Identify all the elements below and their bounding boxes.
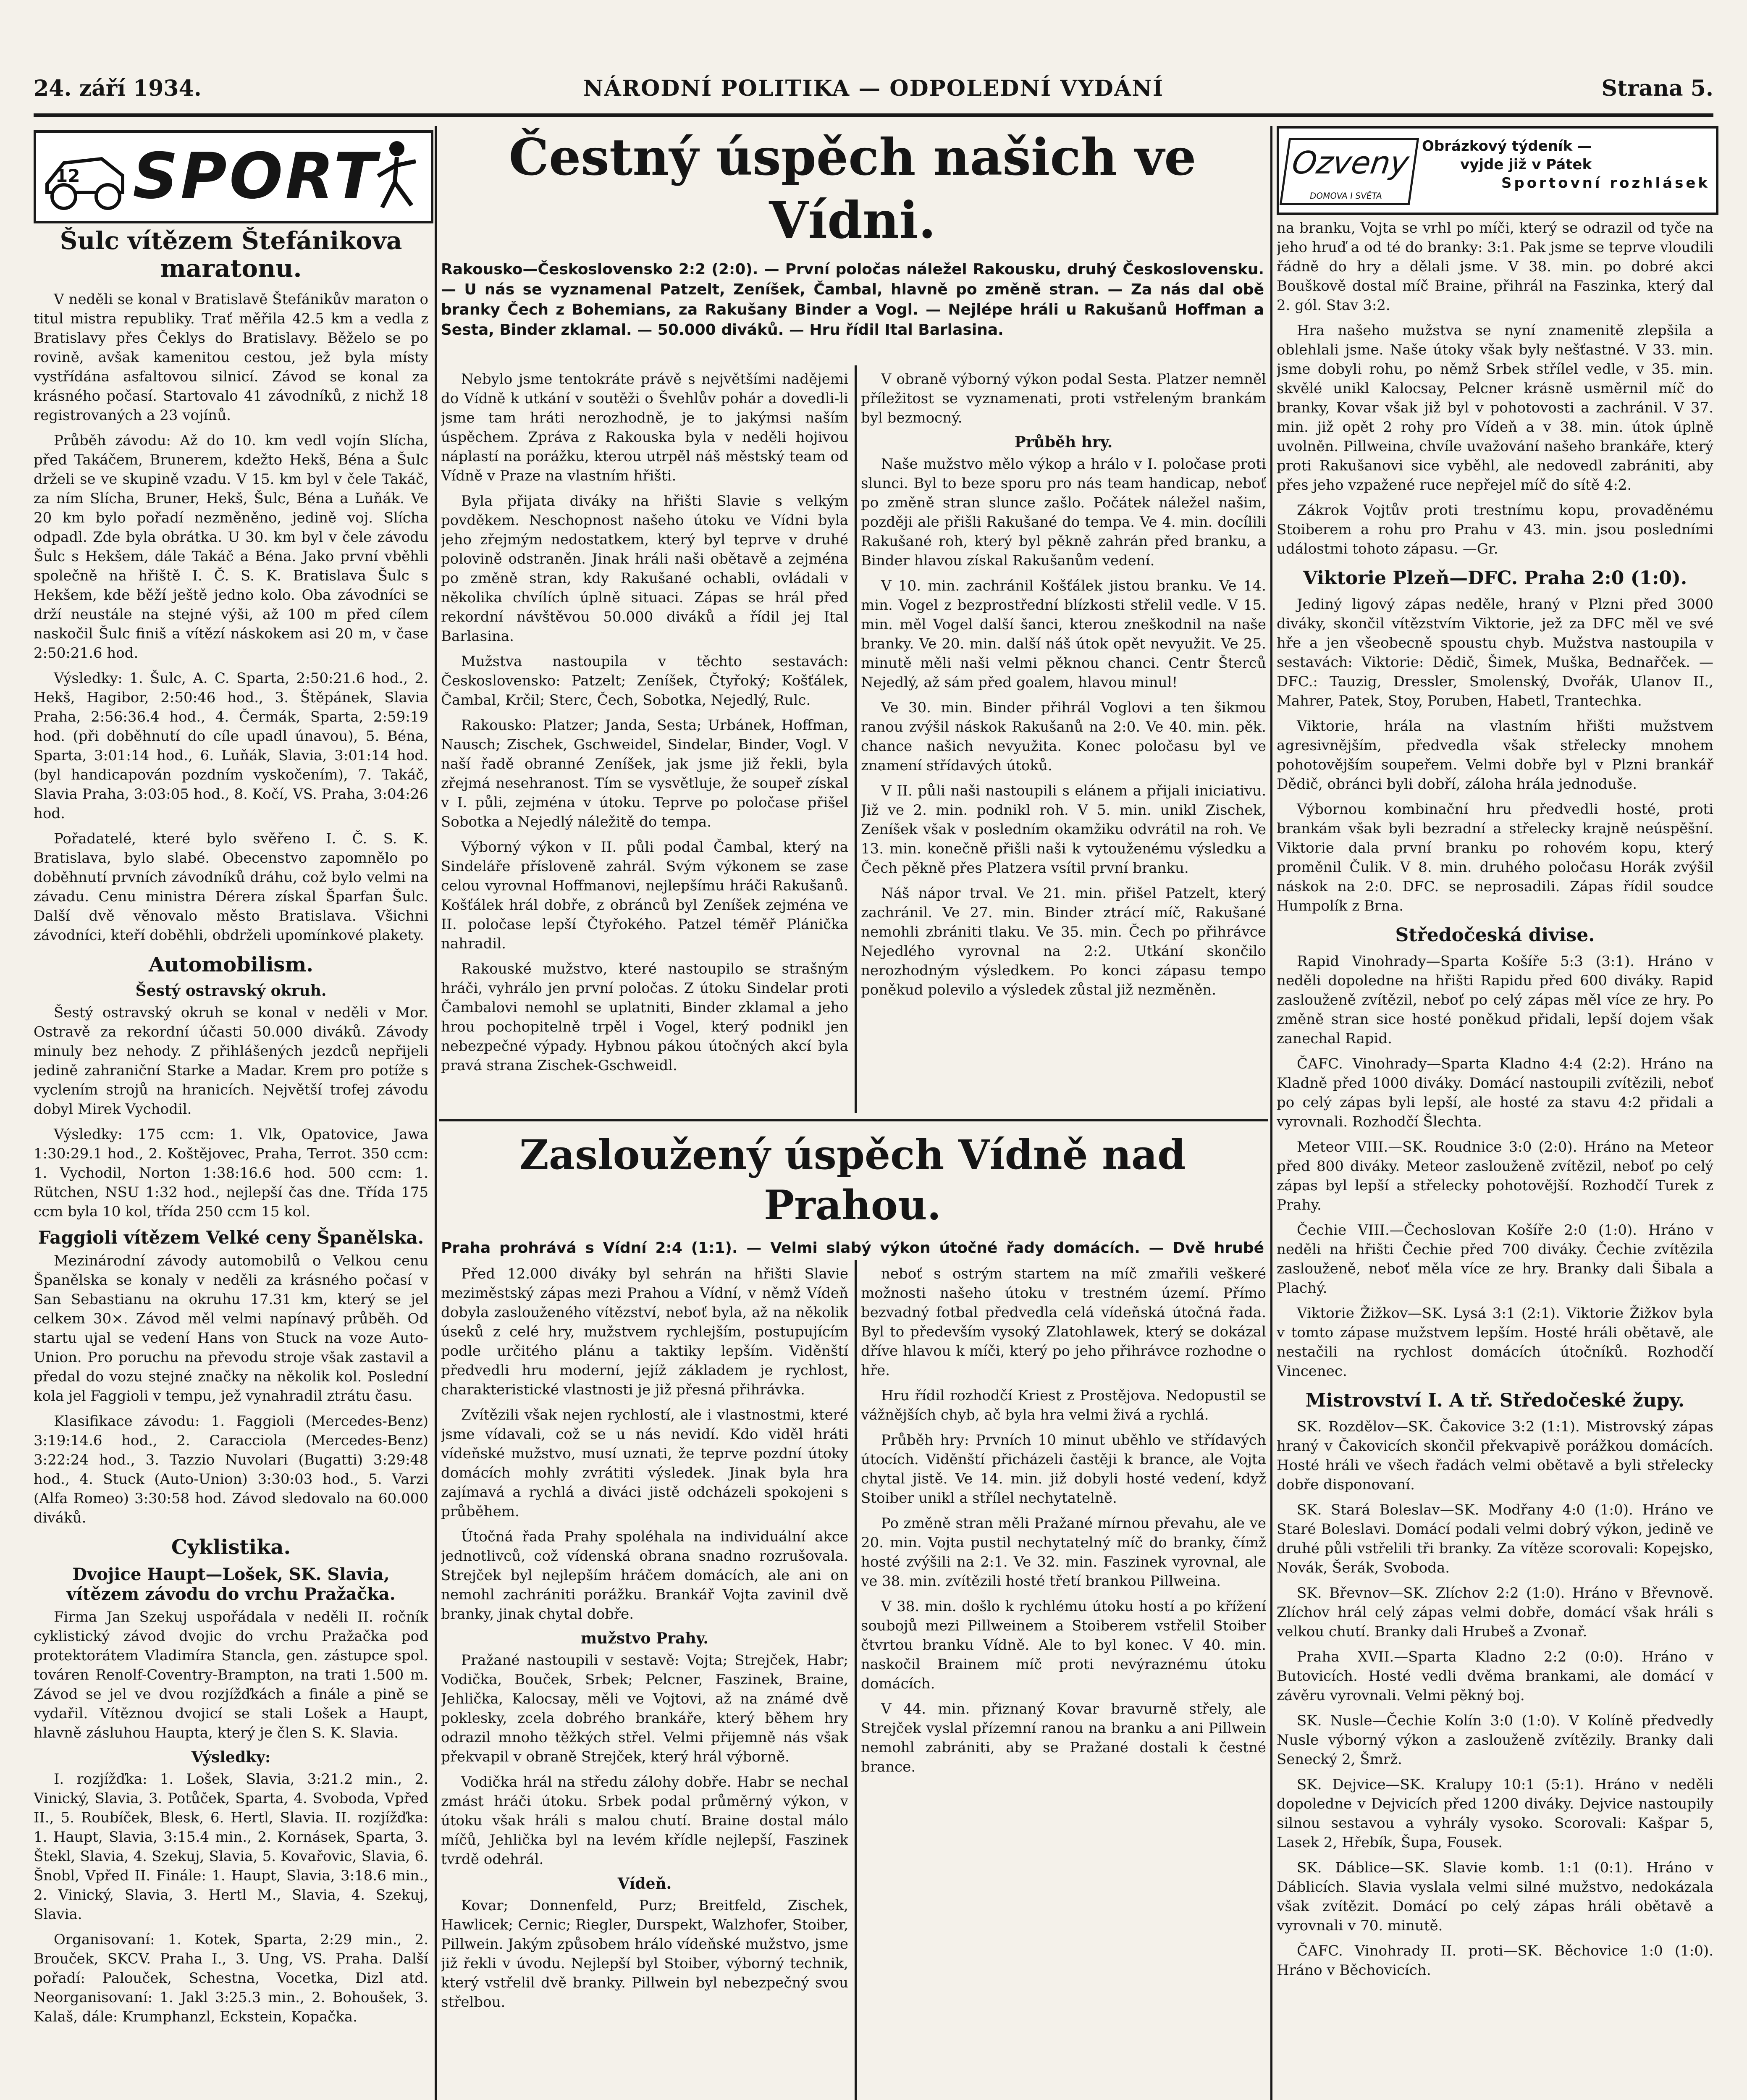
ozveny-logo-text: Ozveny: [1290, 145, 1411, 181]
ostrava-paragraph: Šestý ostravský okruh se konal v neděli v Mor. Ostravě za rekordní účasti 50.000 diváků. Závody minuly bez nehody. Z přihlášených jezdců nepřijeli jedině zahraniční Starke a Madar. Krem pro potíže s vyclením strojů na hranicích. Největší trofej závodu dobyl Mirek Vychodil.: [34, 1004, 428, 1118]
top-article-paragraph: Rakouské mužstvo, které nastoupilo se strašným hráči, vyhrálo jen první poločas. Z útoku Sindelar proti Čambalovi nemohl se uplatniti, Binder zklamal a jeho hrou pochopitelně trpěl i Vogel, který podnikl jen nebezpečné výpady. Hybnou pákou útočných akcí byla pravá strana Zischek-Gschweidl.: [441, 961, 848, 1074]
top-article-paragraph: Náš nápor trval. Ve 21. min. přišel Patzelt, který zachránil. Ve 27. min. Binder ztrácí míč, Rakušané nemohli zbrániti tlaku. Ve 35. min. Čech po přihrávce Nejedlého vyrovnal na 2:2. Utkání skončilo nerozhodným výsledkem. Po konci zápasu tempo poněkud polevilo a výsledek zůstal již nezměněn.: [861, 885, 1266, 998]
bottom-article-paragraph: V 44. min. přiznaný Kovar bravurně střely, ale Strejček vyslal přízemní ranou na branku a ani Pillwein nemohl zabrániti, aby se Pražané dostali k čestné brance.: [861, 1701, 1266, 1775]
right-paragraph: Viktorie, hrála na vlastním hřišti mužstvem agresivnějším, předvedla však střelecky mnohem pohotovějším soupeřem. Velmi dobře byl v Plzni brankář Dědič, obránci byli dobří, záloha hrála jednoduše.: [1277, 718, 1713, 793]
right-paragraph: Praha XVII.—Sparta Kladno 2:2 (0:0). Hráno v Butovicích. Hosté vedli dvěma brankami, ale domácí v závěru vyrovnali. Velmi pěkný boj.: [1277, 1648, 1713, 1704]
right-paragraph: Výbornou kombinační hru předvedli hosté, proti brankám však byli bezradní a střelecky krajně neúspěšní. Viktorie dala první branku po rohovém kopu, který proměnil Čulik. V 8. min. druhého poločasu Horák zvýšil náskok na 2:0. DFC. se neprosadili. Zápas řídil soudce Humpolík z Brna.: [1277, 801, 1713, 914]
ozveny-tagline: [1422, 137, 1592, 174]
right-paragraph: Jediný ligový zápas neděle, hraný v Plzni před 3000 diváky, skončil vítězstvím Viktorie, jež za DFC měl ve své hře a jen všeobecně spoustu chyb. Mužstva nastoupila v sestavách: Viktorie: Dědič, Šimek, Muška, Bednařček. — DFC.: Tauzig, Dressler, Smolenský, Dvořák, Ulanov II., Mahrer, Patek, Stoy, Poruben, Habetl, Trantechka.: [1277, 596, 1713, 709]
right-column: [1277, 218, 1713, 2100]
runners-illustration-icon: [365, 136, 428, 216]
car-illustration-icon: [39, 134, 131, 218]
top-article-paragraph: Byla přijata diváky na hřišti Slavie s velkým povděkem. Neschopnost našeho útoku ve Vídni byla jeho zřejmým nedostatkem, který byl teprve v druhé polovině odstraněn. Jinak hráli naši obětavě a zejména po změně stran, kdy Rakušané ochabli, ovládali v několika chvílích úplně situaci. Zápas se hrál před rekordní návštěvou 50.000 diváků a řídil jej Ital Barlasina.: [441, 493, 848, 645]
central-bohemia-division-heading: Středočeská divise.: [1395, 924, 1595, 946]
bottom-article-paragraph: Před 12.000 diváky byl sehrán na hřišti Slavie meziměstský zápas mezi Prahou a Vídní, v němž Vídeň dobyla zaslouženého vítězství, neboť byla, až na několik úseků z celé hry, mužstvem rychlejším, postupujícím podle určitého plánu a taktiky lepším. Viděnští předvedli hru moderní, jejíž základem je rychlost, charakteristické vlastnosti je již přesná přihrávka.: [441, 1265, 848, 1398]
bottom-article-paragraph: V 38. min. došlo k rychlému útoku hostí a po křížení soubojů mezi Pillweinem a Stoiberem vstřelil Stoiber čtvrtou branku Vídně. Ale to byl konec. V 40. min. naskočil Brainem míč proti nevýraznému útoku domácích.: [861, 1598, 1266, 1692]
right-paragraph: Zákrok Vojtův proti trestnímu kopu, provaděnému Stoiberem a rohu pro Prahu v 43. min. jsou posledními událostmi tohoto zápasu. —Gr.: [1277, 502, 1713, 557]
top-article-lineup: Mužstva nastoupila v těchto sestavách: Československo: Patzelt; Zeníšek, Čtyřoký; Košťálek, Čambal, Krčil; Sterc, Čech, Sobotka, Nejedlý, Rulc.: [441, 653, 848, 709]
top-article-lineup: Rakousko: Platzer; Janda, Sesta; Urbánek, Hoffman, Nausch; Zischek, Gschweidel, Sindelar, Binder, Vogl. V naší řadě obranné Zeníšek, jak jsme již řekli, byla zřejmá nesehranost. Tím se vysvětluje, že soupeř získal v I. půli, zejména v útoku. Teprve po poločase přišel Sobotka a Nejedlý náležitě do tempa.: [441, 717, 848, 830]
top-article-paragraph: V obraně výborný výkon podal Sesta. Platzer nemněl příležitost se vyznamenati, proti vstřeleným brankám byl bezmocný.: [861, 371, 1266, 426]
bottom-article-paragraph: Po změně stran měli Pražané mírnou převahu, ale ve 20. min. Vojta pustil nechytatelný míč do branky, čímž hosté zvýšili na 2:1. Ve 32. min. Faszinek vyrovnal, ale ve 38. min. zvítězili hosté třetí brankou Pillweina.: [861, 1515, 1266, 1590]
top-article-paragraph: V 10. min. zachránil Košťálek jistou branku. Ve 14. min. Vogel z bezprostřední blízkosti střelil vedle. V 15. min. měl Vogel další šanci, kterou zneškodnil na naše branky. Ve 20. min. další náš útok opět nevyužit. Ve 25. minutě měli naši velmi pěknou chanci. Centr Šterců Nejedlý, až sám před goalem, hlavou minul!: [861, 578, 1266, 691]
top-article-col-1: [441, 370, 848, 1113]
bottom-article-col-2: [861, 1264, 1266, 2100]
right-paragraph: na branku, Vojta se vrhl po míči, který se odrazil od tyče na jeho hruď a od té do branky: 3:1. Pak jsme se teprve vloudili řádně do hry a dělali jsme. V 38. min. po dobré akci Bouškově dostal míč Braine, přihrál na Faszinka, který dal 2. gól. Stav 3:2.: [1277, 220, 1713, 314]
ozveny-logo: [1280, 138, 1419, 205]
marathon-paragraph: Pořadatelé, které bylo svěřeno I. Č. S. K. Bratislava, bylo slabé. Obecenstvo zapomnělo po doběhnutí prvních závodníků dráhu, což bylo velmi na závadu. Cenu ministra Dérera získal Šparfan Šulc. Další dvě věnovalo město Bratislava. Všichni závodníci, kteří doběhli, obdrželi upomínkové plakety.: [34, 830, 428, 944]
issue-date: 24. září 1934.: [34, 76, 202, 101]
spain-results: Klasifikace závodu: 1. Faggioli (Mercedes-Benz) 3:19:14.6 hod., 2. Caracciola (Mercedes-Benz) 3:22:24 hod., 3. Tazzio Nuvolari (Bugatti) 3:29:48 hod., 4. Stuck (Auto-Union) 3:30:03 hod., 5. Varzi (Alfa Romeo) 3:30:58 hod. Závod sledovalo na 60.000 diváků.: [34, 1413, 428, 1526]
marathon-headline: Šulc vítězem Štefánikova maratonu.: [60, 227, 402, 283]
automobilism-heading: Automobilism.: [149, 953, 313, 976]
bottom-article-col-1: [441, 1264, 848, 2100]
right-paragraph: ČAFC. Vinohrady II. proti—SK. Běchovice 1:0 (1:0). Hráno v Běchovicích.: [1277, 1942, 1713, 1979]
spain-grand-prix-heading: Faggioli vítězem Velké ceny Španělska.: [38, 1227, 424, 1248]
bottom-article-subheading: Vídeň.: [617, 1875, 672, 1893]
right-paragraph: SK. Nusle—Čechie Kolín 3:0 (1:0). V Kolíně předvedly Nusle výborný výkon a zaslouženě zvítězily. Branky dali Senecký 2, Šmrž.: [1277, 1712, 1713, 1768]
right-paragraph: ČAFC. Vinohrady—Sparta Kladno 4:4 (2:2). Hráno na Kladně před 1000 diváky. Domácí nastoupili zvítězili, neboť po celý zápas byli lepší, ale hosté za stavu 4:2 přidali a vyrovnali. Rozhodčí Šlechta.: [1277, 1055, 1713, 1130]
bottom-article-paragraph: Pražané nastoupili v sestavě: Vojta; Strejček, Habr; Vodička, Bouček, Srbek; Pelcner, Faszinek, Braine, Jehlička, Kalocsay, měli ve Vojtovi, až na známé dvě poklesky, zcela dobrého brankáře, který během hry odrazil mnoho těžkých střel. Velmi přijemně nás však překvapil v obraně Strejček, který hrál výborně.: [441, 1652, 848, 1765]
bottom-article-paragraph: Vodička hrál na středu zálohy dobře. Habr se nechal zmást hráči útoku. Srbek podal průměrný výkon, v útoku však hráli s malou chutí. Braine dostal málo míčů, Jehlička byl na levém křídle nejlepší, Faszinek tvrdě odehrál.: [441, 1774, 848, 1868]
marathon-paragraph: Průběh závodu: Až do 10. km vedl vojín Slícha, před Takáčem, Brunerem, kdežto Hekš, Béna a Šulc drželi se ve skupině vzadu. V 15. km byl v čele Takáč, za ním Slícha, Bruner, Hekš, Šulc, Béna a Luňák. Ve 20 km bylo pořadí nezměněno, jedině voj. Slícha odpadl. Zde byla obrátka. U 30. km byl v čele závodu Šulc s Hekšem, dále Takáč a Béna. Jako první vběhli společně na hřiště I. Č. S. K. Bratislava Šulc s Hekšem, kde běží ještě jedno kolo. Oba závodníci se drží neustále na stejné výši, až 100 m před cílem naskočil Šulc finiš a vítězí náskokem asi 20 m, v čase 2:50:21.6 hod.: [34, 432, 428, 662]
top-article-head: [441, 126, 1264, 365]
marathon-paragraph: V neděli se konal v Bratislavě Štefánikův maraton o titul mistra republiky. Trať měřila 42.5 km a vedla z Bratislavy přes Čeklys do Bratislavy. Běželo se po rovině, avšak kamenitou cestou, jež byla místy vystřídána asfaltovou silnicí. Závod se konal za krásného počasí. Startovalo 41 závodníků, z nichž 18 registrovaných a 23 vojínů.: [34, 291, 428, 424]
sports-radio-label: Sportovní rozhlásek: [1501, 175, 1710, 192]
championship-heading: Mistrovství I. A tř. Středočeské župy.: [1305, 1390, 1685, 1411]
bottom-article-paragraph: Hru řídil rozhodčí Kriest z Prostějova. Nedopustil se vážnějších chyb, ač byla hra velmi živá a rychlá.: [861, 1387, 1266, 1423]
top-article-paragraph: Ve 30. min. Binder přihrál Voglovi a ten šikmou ranou zvýšil náskok Rakušanů na 2:0. Ve 40. min. pěk. chance našich nevyužita. Konec poločasu byl ve znamení střídavých útoků.: [861, 699, 1266, 774]
top-article-paragraph: Nebylo jsme tentokráte právě s největšími nadějemi do Vídně k utkání v soutěži o Švehlův pohár a dovedli-li jsme tam hráti nerozhodně, je to jakýmsi naším úspěchem. Zpráva z Rakouska byla v neděli hojivou náplastí na porážku, kterou utrpěl náš městský team od Vídně v Praze na vlastním hřišti.: [441, 371, 848, 484]
right-paragraph: Čechie VIII.—Čechoslovan Košíře 2:0 (1:0). Hráno v neděli na hřišti Čechie před 700 diváky. Čechie zvítězila zaslouženě, neboť měla více ze hry. Branky dali Šibala a Plachý.: [1277, 1222, 1713, 1297]
cycling-results-heading: Výsledky:: [191, 1748, 271, 1766]
right-paragraph: Rapid Vinohrady—Sparta Košíře 5:3 (3:1). Hráno v neděli dopoledne na hřišti Rapidu před 600 diváky. Rapid zaslouženě zvítězil, neboť po celý zápas měl více ze hry. Po změně stran sice hosté poněkud přidali, lepší dojem však zanechal Rapid.: [1277, 953, 1713, 1047]
svg-text:12: 12: [55, 165, 80, 186]
left-column: [34, 227, 428, 2100]
prazacka-heading: Dvojice Haupt—Lošek, SK. Slavia, vítězem závodu do vrchu Pražačka.: [66, 1564, 396, 1604]
column-rule-1: [435, 126, 437, 2100]
top-article-col-2: [861, 370, 1266, 1113]
article-separator: [439, 1119, 1268, 1121]
bottom-article-head: [441, 1130, 1264, 1260]
bottom-article-paragraph: Průběh hry: Prvních 10 minut uběhlo ve střídavých útocích. Viděnští přicházeli častěji k brance, ale Vojta chytal jistě. Ve 14. min. již dobyli hosté vedení, když Stoiber unikl a střílel nechytatelně.: [861, 1432, 1266, 1507]
top-article-lead: Rakousko—Československo 2:2 (2:0). — První poločas náležel Rakousku, druhý Československu. — U nás se vyznamenal Patzelt, Zeníšek, Čambal, hlavně po změně stran. — Za nás dal obě branky Čech z Bohemians, za Rakušany Binder a Vogl. — Nejlépe hráli u Rakušanů Hoffman a Sesta, Binder zklamal. — 50.000 diváků. — Hru řídil Ital Barlasina.: [441, 261, 1264, 339]
bottom-article-subheading: mužstvo Prahy.: [581, 1630, 708, 1647]
page-number: Strana 5.: [1601, 76, 1713, 101]
bottom-article-paragraph: neboť s ostrým startem na míč zmařili veškeré možnosti našeho útoku v trestném území. Přímo bezvadný fotbal předvedla celá vídeňská útočná řada. Byl to především vysoký Zlatohlawek, který se dokázal dříve hlavou k míči, který po jeho přihrávce rozhodne o hře.: [861, 1265, 1266, 1379]
right-paragraph: Viktorie Žižkov—SK. Lysá 3:1 (2:1). Viktorie Žižkov byla v tomto zápase mužstvem lepším. Hosté hráli obětavě, ale nestačili na rychlost domácích útočníků. Rozhodčí Vincenec.: [1277, 1305, 1713, 1380]
cycling-results: Organisovaní: 1. Kotek, Sparta, 2:29 min., 2. Brouček, SKCV. Praha I., 3. Ung, VS. Praha. Další pořadí: Palouček, Schestna, Vocetka, Dizl atd. Neorganisovaní: 1. Jakl 3:25.3 min., 2. Bohoušek, 3. Kalaš, dále: Krumphanzl, Eckstein, Kopačka.: [34, 1931, 428, 2025]
ozveny-tagline-1: Obrázkový týdeník —: [1422, 138, 1592, 155]
page-header: [34, 67, 1713, 117]
right-paragraph: SK. Dáblice—SK. Slavie komb. 1:1 (0:1). Hráno v Dáblicích. Slavia vyslala velmi silné mužstvo, nedokázala však zvítězit. Domácí po celý zápas hráli obětavě a vyrovnali v 70. minutě.: [1277, 1859, 1713, 1934]
spain-paragraph: Mezinárodní závody automobilů o Velkou cenu Španělska se konaly v neděli za krásného počasí v San Sebastianu na okruhu 17.31 km, který se jel celkem 30×. Závod měl velmi napínavý průběh. Od startu ujal se vedení Hans von Stuck na voze Auto-Union. Pro poruchu na převodu stroje však zastavil a předal do vozu stejné značky na několik kol. Poslední kola jel Faggioli v tempu, jež vynahradil ztrátu času.: [34, 1252, 428, 1404]
top-article-paragraph: V II. půli naši nastoupili s elánem a přijali iniciativu. Již ve 2. min. podnikl roh. V 5. min. unikl Zischek, Zeníšek však v posledním okamžiku odvrátil na roh. Ve 13. min. konečně přišli naši k vytouženému výsledku a Čech pěkně přes Platzera vsítil první branku.: [861, 782, 1266, 877]
ostrava-circuit-heading: Šestý ostravský okruh.: [135, 982, 327, 1000]
marathon-results: Výsledky: 1. Šulc, A. C. Sparta, 2:50:21.6 hod., 2. Hekš, Hagibor, 2:50:46 hod., 3. Štěpánek, Slavia Praha, 2:56:36.4 hod., 4. Čermák, Sparta, 2:59:19 hod. (při doběhnutí do cíle upadl únavou), 5. Béna, Sparta, 3:01:14 hod., 6. Luňák, Slavia, 3:01:14 hod. (byl handicapován pozdním vyskočením), 7. Takáč, Slavia Praha, 3:03:05 hod., 8. Kočí, VS. Praha, 3:04:26 hod.: [34, 670, 428, 822]
sport-word: SPORT: [133, 140, 379, 213]
column-rule-4: [855, 1260, 857, 2100]
right-paragraph: Hra našeho mužstva se nyní znamenitě zlepšila a oblehlali jsme. Naše útoky však byly nešťastné. V 33. min. jsme dobyli rohu, po němž Srbek střílel vedle, v 35. min. skvělé unikl Kalocsay, Pelcner krásně usměrnil míč do branky, Kovar však již byl v pohotovosti a zachránil. V 37. min. již opět 2 rohy pro Vídeň a v 38. min. útok úplně uvolněn. Pillweina, chvíle uvažování našeho brankáře, který proti Rakušanovi sice vyběhl, ale nedovedl zabrániti, aby přes jeho vzpažené ruce nepřejel míč do sítě 4:2.: [1277, 322, 1713, 494]
right-paragraph: SK. Dejvice—SK. Kralupy 10:1 (5:1). Hráno v neděli dopoledne v Dejvicích před 1200 diváky. Dejvice nastoupily silnou sestavou a vyhrály vysoko. Scorovali: Kašpar 5, Lasek 2, Hřebík, Šupa, Fousek.: [1277, 1776, 1713, 1851]
right-paragraph: SK. Rozdělov—SK. Čakovice 3:2 (1:1). Mistrovský zápas hraný v Čakovicích skončil překvapivě porážkou domácích. Hosté hráli ve všech řadách velmi obětavě a byli střelecky dobře disponovaní.: [1277, 1418, 1713, 1493]
bottom-article-paragraph: Kovar; Donnenfeld, Purz; Breitfeld, Zischek, Hawlicek; Cernic; Riegler, Durspekt, Walzhofer, Stoiber, Pillwein. Jakým způsobem hrálo vídeňské mužstvo, jsme již řekli v úvodu. Nejlepší byl Stoiber, výborný technik, který vstřelil dvě branky. Pillwein byl nebezpečný svou střelbou.: [441, 1897, 848, 2011]
sport-section-logo: [34, 130, 433, 223]
right-paragraph: SK. Břevnov—SK. Zlíchov 2:2 (1:0). Hráno v Břevnově. Zlíchov hrál celý zápas velmi dobře, domácí však hráli s velkou chutí. Branky dali Hrubeš a Zvonař.: [1277, 1585, 1713, 1640]
top-article-subheading: Průběh hry.: [1014, 433, 1113, 451]
top-article-headline: Čestný úspěch našich ve Vídni.: [509, 128, 1196, 250]
cycling-results: I. rozjížďka: 1. Lošek, Slavia, 3:21.2 min., 2. Vinický, Slavia, 3. Potůček, Sparta, 4. Svoboda, Vpřed II., 5. Roubíček, Blesk, 6. Hertl, Slavia. II. rozjížďka: 1. Haupt, Slavia, 3:15.4 min., 2. Kornásek, Sparta, 3. Štekl, Slavia, 4. Szekuj, Slavia, 5. Kovařovic, Slavia, 6. Šnobl, Vpřed II. Finále: 1. Haupt, Slavia, 3:18.6 min., 2. Vinický, Slavia, 3. Hertl M., Slavia, 4. Szekuj, Slavia.: [34, 1771, 428, 1923]
cycling-paragraph: Firma Jan Szekuj uspořádala v neděli II. ročník cyklistický závod dvojic do vrchu Pražačka pod protektorátem Vladimíra Stancla, gen. zástupce spol. továren Renolf-Coventry-Brampton, na trati 1.500 m. Závod se jel ve dvou rozjížďkách a finále a pině se vydařil. Vítěznou dvojicí se stali Lošek a Haupt, hlavně zásluhou Haupta, který je člen S. K. Slavia.: [34, 1609, 428, 1741]
bottom-article-lead: Praha prohrává s Vídní 2:4 (1:1). — Velmi slabý výkon útočné řady domácích. — Dvě hrubé: [441, 1239, 1264, 1257]
newspaper-title: NÁRODNÍ POLITIKA — ODPOLEDNÍ VYDÁNÍ: [583, 76, 1164, 101]
top-article-paragraph: Výborný výkon v II. půli podal Čambal, který na Sindeláře přísloveně zahrál. Svým výkonem se zase celou vyrovnal Hoffmanovi, nejlepšímu hráči Rakušanů. Košťálek hrál dobře, z obránců byl Zeníšek zejména ve II. poločase lepší Čtyřokého. Patzel téměř Plánička nahradil.: [441, 839, 848, 952]
bottom-article-paragraph: Útočná řada Prahy spoléhala na individuální akce jednotlivců, což vídenská obrana snadno rozrušovala. Strejček byl nejlepším hráčem domácích, ale ani on nemohl zachrániti porážku. Brankář Vojta zavinil dvě branky, jinak chytal dobře.: [441, 1528, 848, 1622]
ozveny-tagline-2: vyjde již v Pátek: [1460, 156, 1592, 173]
top-article-paragraph: Naše mužstvo mělo výkop a hrálo v I. poločase proti slunci. Byl to beze sporu pro nás team handicap, neboť po změně stran slunce zašlo. Počátek náležel našim, později ale přišli Rakušané do tempa. Ve 4. min. docílili Rakušané roh, který byl pěkně zahrán před branku, a Binder hlavou získal Rakušanům vedení.: [861, 456, 1266, 569]
ozveny-masthead: [1277, 126, 1718, 215]
right-paragraph: Meteor VIII.—SK. Roudnice 3:0 (2:0). Hráno na Meteor před 800 diváky. Meteor zaslouženě zvítězil, neboť po celý zápas byl lepší a střelecky pohotovější. Rozhodčí Turek z Prahy.: [1277, 1139, 1713, 1213]
column-rule-3: [855, 365, 857, 1113]
column-rule-2: [1270, 126, 1272, 2100]
bottom-article-paragraph: Zvítězili však nejen rychlostí, ale i vlastnostmi, které jsme vídavali, což se u nás nevidí. Kdo viděl hráti vídeňské mužstvo, musí uznati, že teprve pozdní útoky domácích mohly zvrátiti výsledek. Jinak byla hra zajímavá a rychlá a diváci jistě odcházeli spokojeni s průběhem.: [441, 1407, 848, 1520]
ozveny-logo-subtitle: DOMOVA I SVĚTA: [1309, 191, 1383, 201]
right-paragraph: SK. Stará Boleslav—SK. Modřany 4:0 (1:0). Hráno ve Staré Boleslavi. Domácí podali velmi dobrý výkon, jedině ve druhé půli vstřelili tři branky. Za vítěze scorovali: Kopejsko, Novák, Šerák, Svoboda.: [1277, 1502, 1713, 1576]
ostrava-results: Výsledky: 175 ccm: 1. Vlk, Opatovice, Jawa 1:30:29.1 hod., 2. Koštějovec, Praha, Terrot. 350 ccm: 1. Vychodil, Norton 1:38:16.6 hod. 500 ccm: 1. Rütchen, NSU 1:32 hod., nejlepší čas dne. Třída 175 ccm byla 10 kol, třída 250 ccm 15 kol.: [34, 1126, 428, 1220]
bottom-article-headline: Zasloužený úspěch Vídně nad Prahou.: [519, 1131, 1186, 1229]
cycling-heading: Cyklistika.: [171, 1536, 291, 1559]
viktorie-dfc-heading: Viktorie Plzeň—DFC. Praha 2:0 (1:0).: [1303, 567, 1687, 589]
